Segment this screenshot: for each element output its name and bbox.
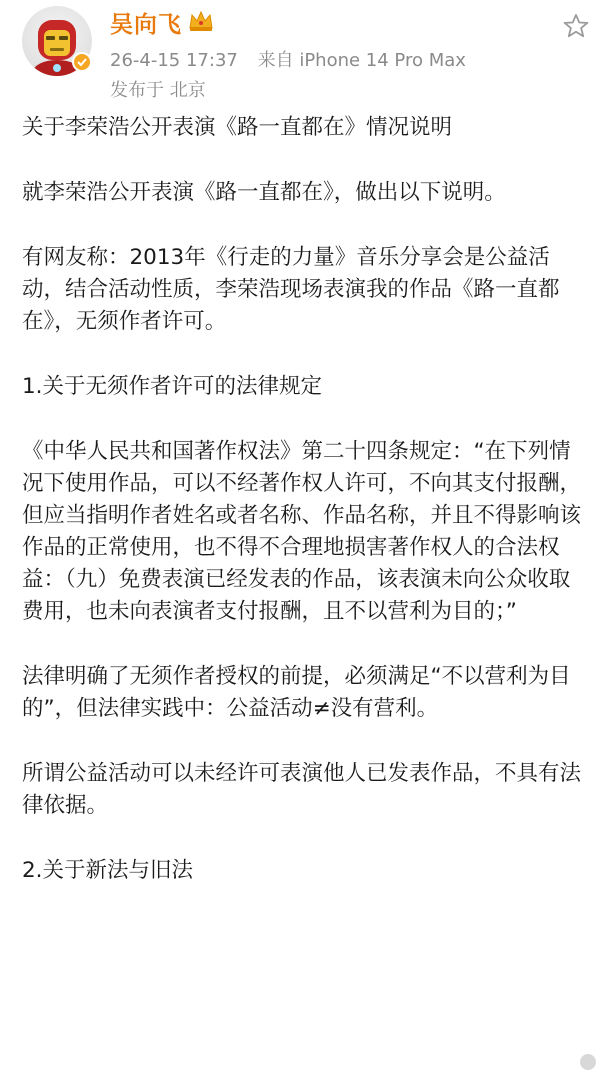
article-paragraph: 有网友称：2013年《行走的力量》音乐分享会是公益活动，结合活动性质，李荣浩现场表演我的作品《路一直都在》，无须作者许可。	[22, 245, 560, 334]
post-meta	[110, 46, 466, 72]
section-heading: 1.关于无须作者许可的法律规定	[22, 374, 323, 399]
crown-icon	[188, 10, 214, 32]
watermark-logo-icon	[580, 1054, 596, 1070]
watermark	[580, 1054, 596, 1070]
post-timestamp: 26-4-15 17:37	[110, 50, 238, 71]
article-paragraph: 所谓公益活动可以未经许可表演他人已发表作品，不具有法律依据。	[22, 761, 582, 818]
article-paragraph: 法律明确了无须作者授权的前提，必须满足“不以营利为目的”，但法律实践中：公益活动≠没有营利。	[22, 664, 571, 721]
verified-badge-icon	[72, 52, 92, 72]
star-icon[interactable]	[562, 12, 590, 40]
post-header	[0, 0, 610, 110]
article-title: 关于李荣浩公开表演《路一直都在》情况说明	[22, 115, 453, 140]
post-location: 发布于 北京	[110, 80, 206, 101]
article-paragraph: 就李荣浩公开表演《路一直都在》，做出以下说明。	[22, 180, 506, 205]
post-body	[22, 112, 590, 920]
article-paragraph: 《中华人民共和国著作权法》第二十四条规定：“在下列情况下使用作品，可以不经著作权人许可，不向其支付报酬，但应当指明作者姓名或者名称、作品名称，并且不得影响该作品的正常使用，也不得不合理地损害著作权人的合法权益：（九）免费表演已经发表的作品，该表演未向公众收取费用，也未向表演者支付报酬，且不以营利为目的；”	[22, 439, 582, 624]
section-heading: 2.关于新法与旧法	[22, 858, 194, 883]
author-name[interactable]: 吴向飞	[110, 12, 182, 38]
post-source: 来自 iPhone 14 Pro Max	[257, 50, 466, 71]
